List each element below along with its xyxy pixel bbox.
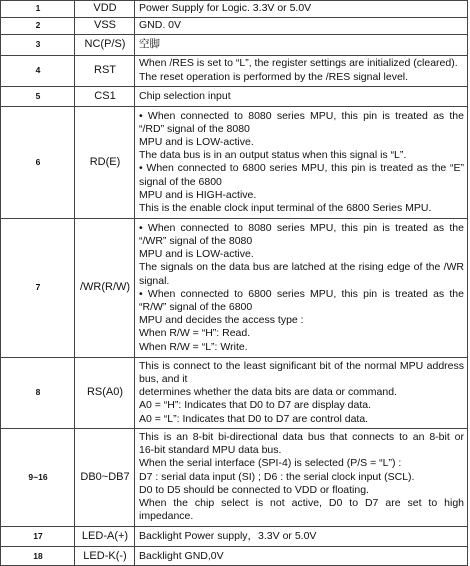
pin-description — [135, 1, 468, 18]
pin-description — [135, 428, 468, 526]
pin-description — [135, 35, 468, 56]
description-line: MPU and is LOW-active. — [139, 248, 254, 261]
pin-number: 5 — [1, 86, 75, 107]
description-line: bus, and it — [139, 372, 188, 385]
pin-symbol: LED-A(+) — [75, 526, 135, 547]
description-line: When /RES is set to “L”, the register settings are initialized (cleared). — [139, 57, 458, 70]
pin-row — [1, 218, 468, 357]
description-line: • When connected to 6800 series MPU, this pin is treated as the “E” — [139, 162, 464, 175]
description-line: D7 : serial data input (SI) ; D6 : the serial clock input (SCL). — [139, 470, 415, 483]
pin-symbol: DB0~DB7 — [75, 428, 135, 526]
pin-description — [135, 17, 468, 34]
pin-number: 9~16 — [1, 428, 75, 526]
description-line: Power Supply for Logic. 3.3V or 5.0V — [139, 2, 312, 15]
pin-number: 6 — [1, 107, 75, 219]
description-line: • When connected to 8080 series MPU, this pin is treated as the — [139, 221, 464, 234]
description-line: A0 = “L”: Indicates that D0 to D7 are control data. — [139, 412, 369, 425]
pin-symbol: RD(E) — [75, 107, 135, 219]
pin-description — [135, 547, 468, 566]
description-line: “/RD” signal of the 8080 — [139, 122, 250, 135]
description-line: When the serial interface (SPI-4) is selected (P/S = “L”) : — [139, 457, 402, 470]
pin-number: 7 — [1, 218, 75, 357]
description-line: D0 to D5 should be connected to VDD or floating. — [139, 483, 369, 496]
description-line: MPU and decides the access type : — [139, 314, 304, 327]
description-line: • When connected to 8080 series MPU, this pin is treated as the — [139, 109, 464, 122]
pin-number: 4 — [1, 55, 75, 86]
description-line: Backlight Power supply，3.3V or 5.0V — [139, 530, 317, 543]
pin-symbol: /WR(R/W) — [75, 218, 135, 357]
description-line: MPU and is HIGH-active. — [139, 188, 257, 201]
pin-symbol: VDD — [75, 1, 135, 18]
description-line: • When connected to 6800 series MPU, this pin is treated as the — [139, 287, 464, 300]
pin-row — [1, 35, 468, 56]
pin-symbol: NC(P/S) — [75, 35, 135, 56]
pin-number: 2 — [1, 17, 75, 34]
description-line: impedance. — [139, 510, 194, 523]
description-line: “R/W” signal of the 6800 — [139, 300, 253, 313]
pin-row — [1, 17, 468, 34]
pin-number: 1 — [1, 1, 75, 18]
pin-description — [135, 86, 468, 107]
pin-row — [1, 107, 468, 219]
pin-symbol: LED-K(-) — [75, 547, 135, 566]
description-line: The signals on the data bus are latched at the rising edge of the /WR — [139, 261, 464, 274]
pin-table-body — [1, 1, 468, 566]
pin-number: 3 — [1, 35, 75, 56]
description-line: signal. — [139, 274, 170, 287]
pin-symbol: RS(A0) — [75, 357, 135, 428]
pin-row — [1, 526, 468, 547]
pin-description — [135, 107, 468, 219]
pin-row — [1, 357, 468, 428]
pin-description — [135, 218, 468, 357]
pin-symbol: VSS — [75, 17, 135, 34]
pin-symbol: CS1 — [75, 86, 135, 107]
description-line: 16-bit standard MPU data bus. — [139, 444, 282, 457]
pin-number: 18 — [1, 547, 75, 566]
description-line: This is the enable clock input terminal of the 6800 Series MPU. — [139, 202, 432, 215]
description-line: GND. 0V — [139, 19, 182, 32]
description-line: The data bus is in an output status when this signal is “L”. — [139, 149, 407, 162]
description-line: When the chip select is not active, D0 to D7 are set to high — [139, 497, 464, 510]
pin-description — [135, 55, 468, 86]
pin-row — [1, 547, 468, 566]
description-line: determines whether the data bits are data or command. — [139, 386, 397, 399]
pin-number: 8 — [1, 357, 75, 428]
pin-row — [1, 86, 468, 107]
description-line: The reset operation is performed by the /RES signal level. — [139, 70, 409, 83]
description-line: When R/W = “L”: Write. — [139, 340, 248, 353]
description-line: This is connect to the least significant bit of the normal MPU address — [139, 359, 464, 372]
description-line: When R/W = “H”: Read. — [139, 327, 251, 340]
pin-row — [1, 428, 468, 526]
description-line: Chip selection input — [139, 89, 231, 102]
pin-row — [1, 55, 468, 86]
pin-number: 17 — [1, 526, 75, 547]
description-line: “/WR” signal of the 8080 — [139, 234, 253, 247]
pin-row — [1, 1, 468, 18]
description-line: Backlight GND,0V — [139, 549, 224, 562]
pin-symbol: RST — [75, 55, 135, 86]
description-line: 空脚 — [139, 38, 160, 51]
description-line: signal of the 6800 — [139, 175, 222, 188]
description-line: A0 = “H”: Indicates that D0 to D7 are display data. — [139, 399, 371, 412]
pin-description — [135, 357, 468, 428]
description-line: MPU and is LOW-active. — [139, 136, 254, 149]
pin-description — [135, 526, 468, 547]
description-line: This is an 8-bit bi-directional data bus that connects to an 8-bit or — [139, 431, 464, 444]
